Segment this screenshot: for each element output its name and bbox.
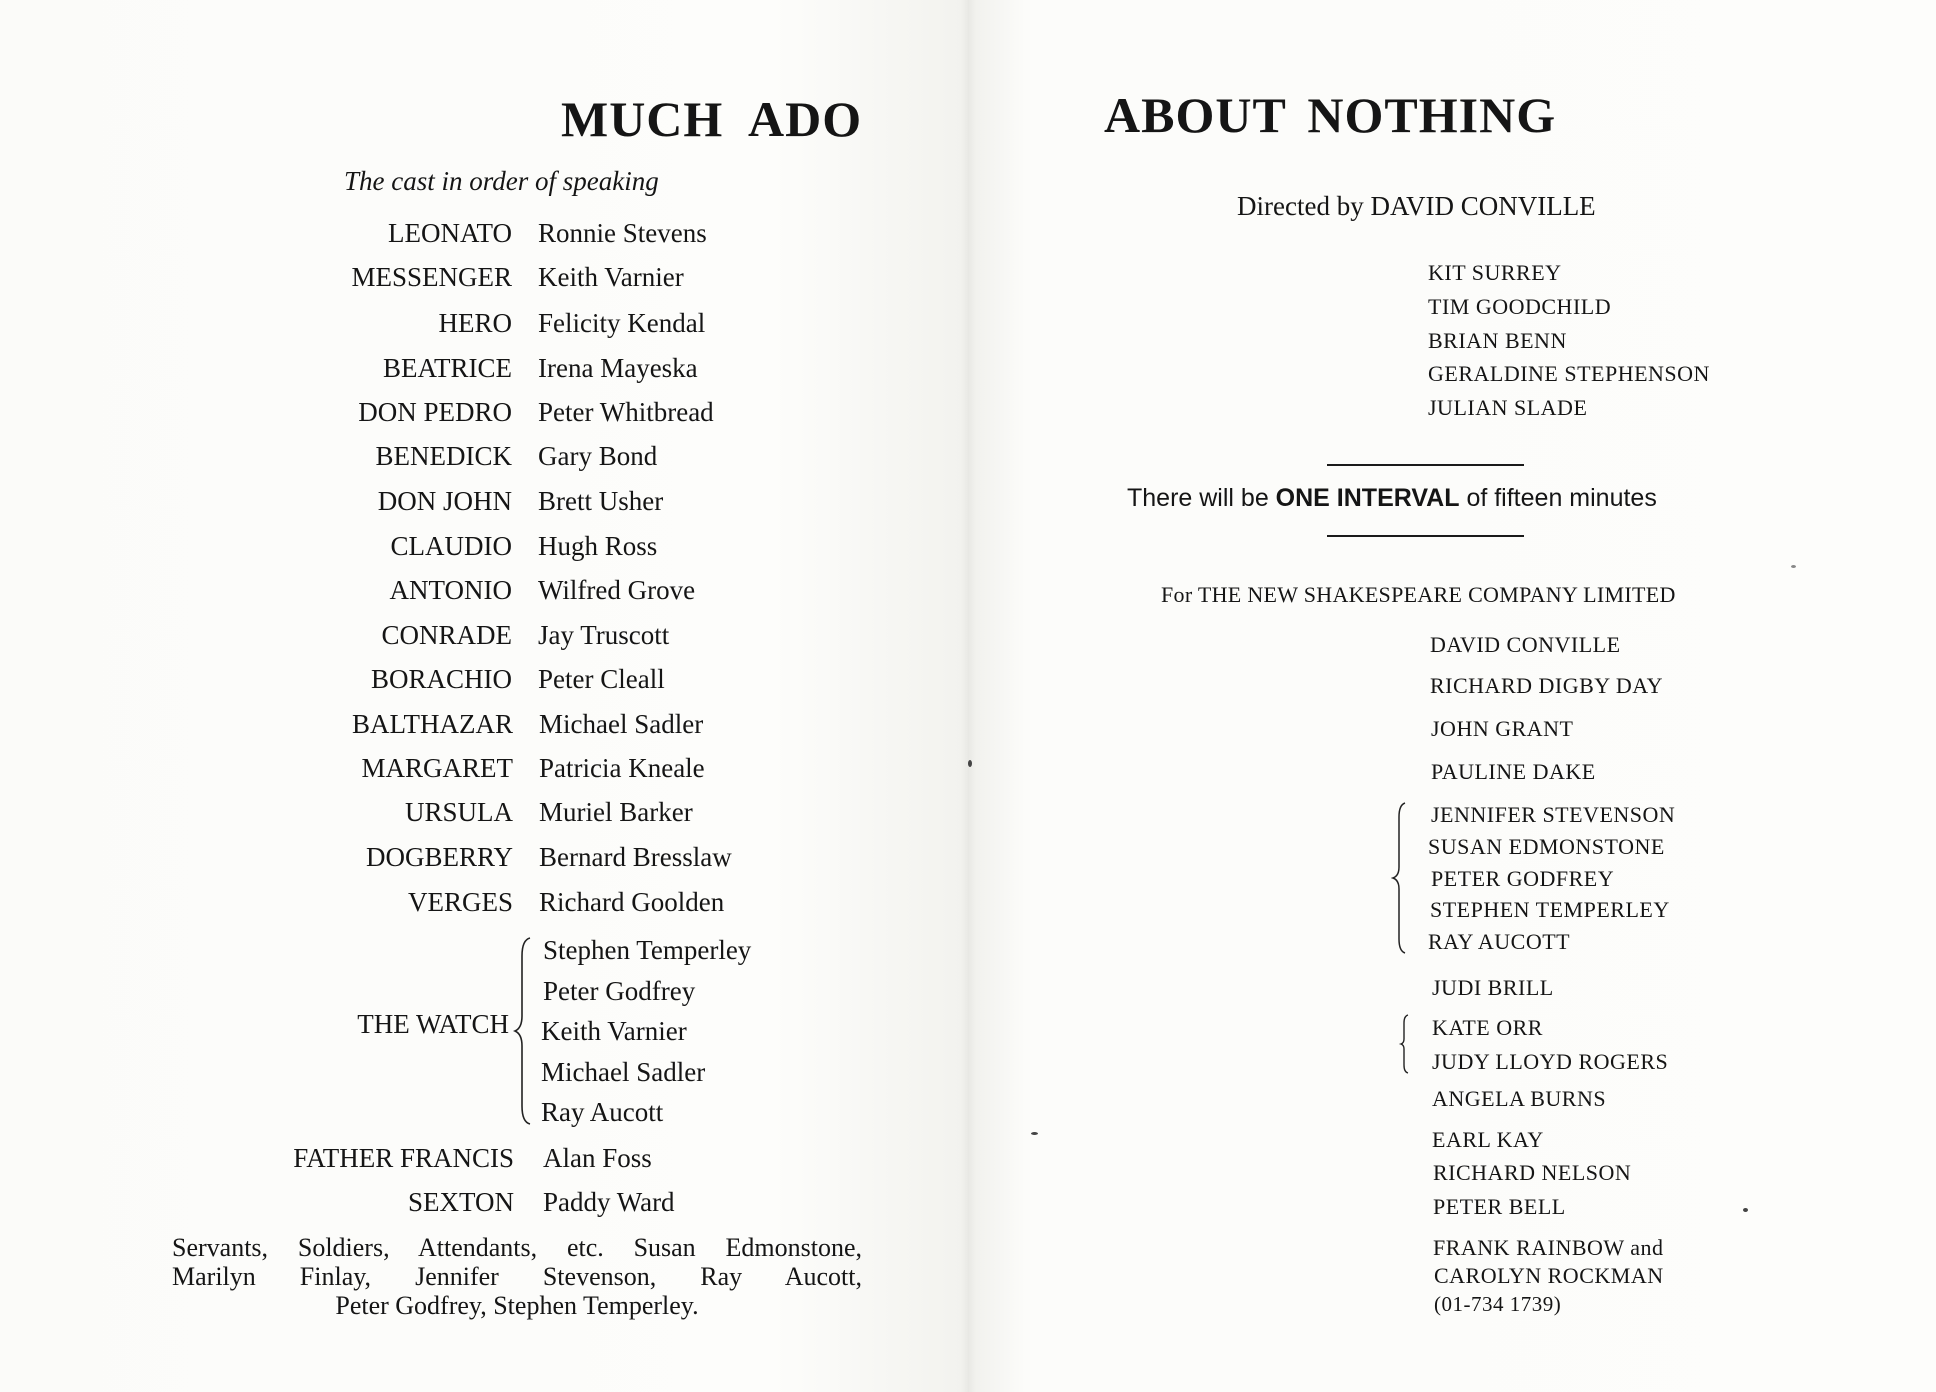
title-right: ABOUT NOTHING: [1104, 87, 1557, 143]
cast-role: CLAUDIO: [390, 531, 512, 561]
credit-name: PAULINE DAKE: [1431, 759, 1596, 784]
credit-name: STEPHEN TEMPERLEY: [1430, 897, 1670, 922]
cast-role: URSULA: [404, 797, 513, 827]
cast-role: BALTHAZAR: [351, 709, 513, 739]
cast-role: BORACHIO: [370, 664, 512, 694]
credit-name: RICHARD NELSON: [1433, 1160, 1632, 1185]
cast-actor: Paddy Ward: [543, 1187, 675, 1217]
credit-name: EARL KAY: [1432, 1127, 1544, 1152]
cast-actor: Hugh Ross: [538, 531, 658, 561]
credit-name: KIT SURREY: [1428, 260, 1562, 285]
servants-line: Servants, Soldiers, Attendants, etc. Susan Edmonstone,: [172, 1233, 862, 1262]
asm-brace: [1391, 801, 1411, 955]
directed-by: Directed by DAVID CONVILLE: [1237, 191, 1596, 221]
cast-actor: Alan Foss: [543, 1143, 652, 1173]
cast-role: CONRADE: [381, 620, 512, 650]
cast-actor: Patricia Kneale: [539, 753, 705, 783]
interval-notice: [1127, 484, 1657, 513]
credit-name: SUSAN EDMONSTONE: [1428, 834, 1665, 859]
credit-name: (01-734 1739): [1434, 1292, 1562, 1316]
cast-actor: Richard Goolden: [539, 887, 725, 917]
cast-actor: Brett Usher: [538, 486, 664, 516]
credit-name: DAVID CONVILLE: [1430, 632, 1621, 657]
watch-brace: [512, 936, 538, 1126]
credit-name: PETER BELL: [1433, 1194, 1566, 1219]
credit-name: CAROLYN ROCKMAN: [1434, 1263, 1664, 1288]
cast-actor: Peter Cleall: [538, 664, 665, 694]
credit-name: PETER GODFREY: [1431, 866, 1615, 891]
watch-actor: Stephen Temperley: [543, 935, 752, 965]
divider-rule: [1327, 464, 1524, 466]
wardrobe-brace: [1398, 1013, 1412, 1075]
cast-role: ANTONIO: [389, 575, 512, 605]
cast-role: BEATRICE: [382, 353, 512, 383]
cast-role: BENEDICK: [375, 441, 512, 471]
interval-emphasis: ONE INTERVAL: [1275, 484, 1460, 512]
cast-role: SEXTON: [407, 1187, 514, 1217]
cast-role: FATHER FRANCIS: [293, 1143, 514, 1173]
servants-note: [172, 1233, 862, 1320]
cast-role: VERGES: [407, 887, 513, 917]
page-gutter: [960, 0, 976, 1392]
title-left: MUCH ADO: [561, 91, 863, 147]
cast-actor: Felicity Kendal: [538, 308, 706, 338]
credit-name: JENNIFER STEVENSON: [1431, 802, 1676, 827]
credit-name: RAY AUCOTT: [1428, 929, 1571, 954]
watch-actor: Ray Aucott: [541, 1097, 664, 1127]
cast-actor: Jay Truscott: [538, 620, 670, 650]
servants-line: Peter Godfrey, Stephen Temperley.: [335, 1291, 699, 1320]
cast-actor: Michael Sadler: [539, 709, 704, 739]
print-speck: [968, 760, 972, 767]
cast-role: DON PEDRO: [358, 397, 512, 427]
cast-intro: The cast in order of speaking: [344, 166, 659, 196]
cast-actor: Muriel Barker: [539, 797, 693, 827]
servants-line: Marilyn Finlay, Jennifer Stevenson, Ray Aucott,: [172, 1262, 862, 1291]
credit-name: KATE ORR: [1432, 1015, 1543, 1040]
cast-actor: Keith Varnier: [538, 262, 684, 292]
watch-actor: Michael Sadler: [541, 1057, 706, 1087]
cast-role: DOGBERRY: [365, 842, 513, 872]
cast-role: DON JOHN: [377, 486, 512, 516]
cast-actor: Ronnie Stevens: [538, 218, 707, 248]
cast-actor: Wilfred Grove: [538, 575, 696, 605]
watch-actor: Peter Godfrey: [543, 976, 696, 1006]
print-speck: [1791, 565, 1796, 568]
cast-actor: Gary Bond: [538, 441, 658, 471]
watch-role: THE WATCH: [357, 1009, 509, 1039]
credit-name: JUDY LLOYD ROGERS: [1432, 1049, 1669, 1074]
credit-name: JOHN GRANT: [1431, 716, 1574, 741]
interval-text: of fifteen minutes: [1459, 484, 1657, 512]
print-speck: [1743, 1208, 1748, 1212]
credit-name: JUDI BRILL: [1432, 975, 1554, 1000]
print-speck: [1031, 1132, 1038, 1135]
cast-role: HERO: [438, 308, 512, 338]
credit-name: TIM GOODCHILD: [1428, 294, 1612, 319]
credit-name: ANGELA BURNS: [1432, 1086, 1607, 1111]
credit-name: BRIAN BENN: [1428, 328, 1567, 353]
company-line: For THE NEW SHAKESPEARE COMPANY LIMITED: [1161, 582, 1676, 607]
cast-actor: Peter Whitbread: [538, 397, 714, 427]
divider-rule: [1327, 535, 1524, 537]
credit-name: GERALDINE STEPHENSON: [1428, 361, 1710, 386]
cast-role: MARGARET: [361, 753, 513, 783]
credit-name: FRANK RAINBOW and: [1433, 1235, 1664, 1260]
cast-role: LEONATO: [388, 218, 512, 248]
cast-actor: Irena Mayeska: [538, 353, 698, 383]
credit-name: JULIAN SLADE: [1428, 395, 1588, 420]
watch-actor: Keith Varnier: [541, 1016, 687, 1046]
cast-actor: Bernard Bresslaw: [539, 842, 732, 872]
interval-text: There will be: [1127, 484, 1276, 512]
cast-role: MESSENGER: [351, 262, 512, 292]
credit-name: RICHARD DIGBY DAY: [1430, 673, 1664, 698]
